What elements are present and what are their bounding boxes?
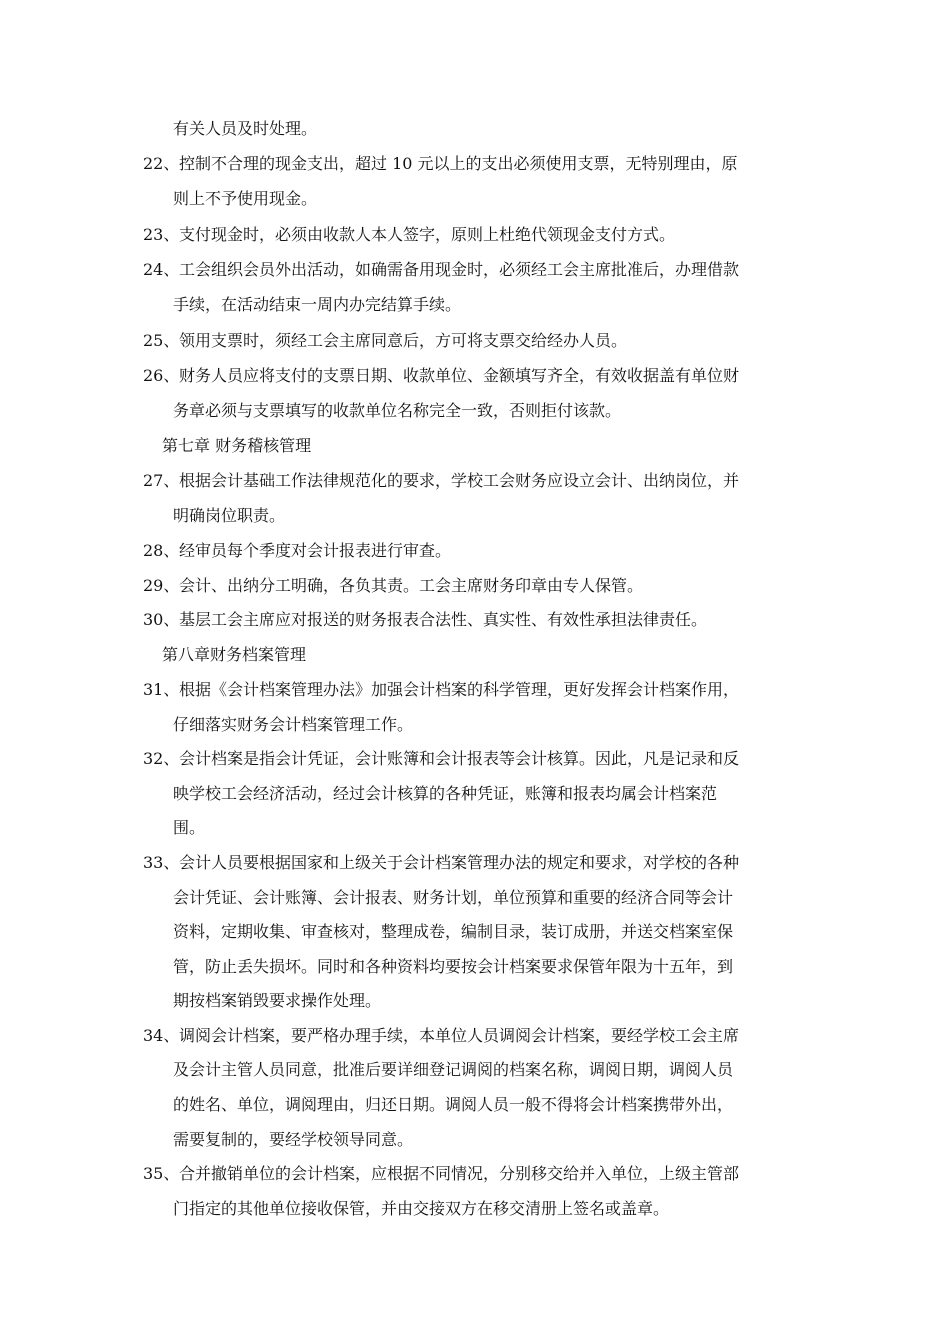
item-number: 23、 [143,225,180,244]
item-line: 期按档案销毁要求操作处理。 [173,991,382,1010]
item-number: 31、 [143,680,180,699]
item-line: 围。 [173,818,206,837]
item-line: 支付现金时，必须由收款人本人签字，原则上杜绝代领现金支付方式。 [179,225,676,244]
item-line: 工会组织会员外出活动，如确需备用现金时，必须经工会主席批准后，办理借款 [179,260,740,279]
item-line: 映学校工会经济活动，经过会计核算的各种凭证，账簿和报表均属会计档案范 [173,784,718,803]
chapter-heading: 第八章财务档案管理 [162,645,307,664]
item-number: 29、 [143,576,180,595]
item-line: 门指定的其他单位接收保管，并由交接双方在移交清册上签名或盖章。 [173,1199,670,1218]
item-number: 27、 [143,471,180,490]
item-line: 会计人员要根据国家和上级关于会计档案管理办法的规定和要求，对学校的各种 [179,853,740,872]
item-line: 会计凭证、会计账簿、会计报表、财务计划，单位预算和重要的经济合同等会计 [173,888,734,907]
item-line: 合并撤销单位的会计档案，应根据不同情况，分别移交给并入单位，上级主管部 [179,1164,740,1183]
chapter-heading: 第七章 财务稽核管理 [162,436,312,455]
item-line: 基层工会主席应对报送的财务报表合法性、真实性、有效性承担法律责任。 [179,610,708,629]
item-line: 控制不合理的现金支出，超过 10 元以上的支出必须使用支票，无特别理由，原 [179,154,738,173]
item-line: 领用支票时，须经工会主席同意后，方可将支票交给经办人员。 [179,331,628,350]
item-line: 调阅会计档案，要严格办理手续，本单位人员调阅会计档案，要经学校工会主席 [179,1026,740,1045]
item-line: 根据《会计档案管理办法》加强会计档案的科学管理，更好发挥会计档案作用， [179,680,740,699]
item-number: 26、 [143,366,180,385]
item-line: 的姓名、单位，调阅理由，归还日期。调阅人员一般不得将会计档案携带外出， [173,1095,734,1114]
item-line: 有关人员及时处理。 [173,119,318,138]
item-line: 仔细落实财务会计档案管理工作。 [173,715,414,734]
item-line: 务章必须与支票填写的收款单位名称完全一致，否则拒付该款。 [173,401,622,420]
item-line: 资料，定期收集、审查核对，整理成卷，编制目录，装订成册，并送交档案室保 [173,922,734,941]
item-number: 32、 [143,749,180,768]
item-line: 则上不予使用现金。 [173,189,318,208]
item-number: 25、 [143,331,180,350]
item-number: 35、 [143,1164,180,1183]
item-line: 经审员每个季度对会计报表进行审查。 [179,541,452,560]
item-line: 手续，在活动结束一周内办完结算手续。 [173,295,462,314]
item-number: 30、 [143,610,180,629]
item-line: 管，防止丢失损坏。同时和各种资料均要按会计档案要求保管年限为十五年，到 [173,957,734,976]
item-number: 34、 [143,1026,180,1045]
item-line: 需要复制的，要经学校领导同意。 [173,1130,414,1149]
item-line: 及会计主管人员同意，批准后要详细登记调阅的档案名称，调阅日期，调阅人员 [173,1060,734,1079]
item-number: 24、 [143,260,180,279]
item-number: 33、 [143,853,180,872]
item-line: 会计档案是指会计凭证，会计账簿和会计报表等会计核算。因此，凡是记录和反 [179,749,740,768]
item-number: 28、 [143,541,180,560]
item-line: 财务人员应将支付的支票日期、收款单位、金额填写齐全，有效收据盖有单位财 [179,366,740,385]
item-line: 明确岗位职责。 [173,506,286,525]
item-number: 22、 [143,154,180,173]
item-line: 会计、出纳分工明确，各负其责。工会主席财务印章由专人保管。 [179,576,644,595]
item-line: 根据会计基础工作法律规范化的要求，学校工会财务应设立会计、出纳岗位，并 [179,471,740,490]
